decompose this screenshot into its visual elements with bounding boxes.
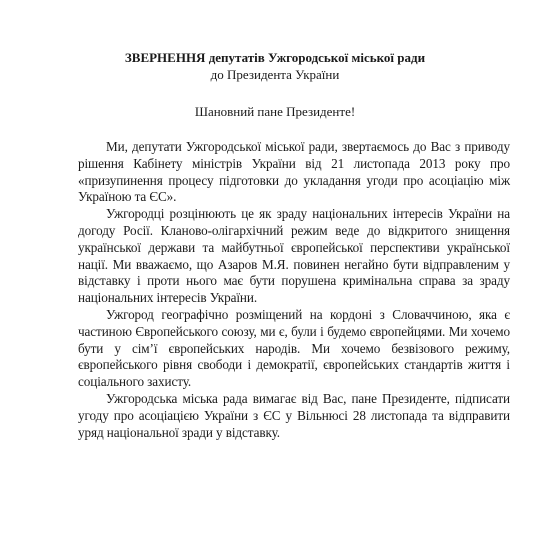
paragraph-4: Ужгородська міська рада вимагає від Вас, пане Президенте, підписати угоду про асоціацією України з ЄС у Вільнюсі 28 листопада та відправити уряд національної зради у відставку. xyxy=(78,390,510,440)
paragraph-2: Ужгородці розцінюють це як зраду національних інтересів України на догоду Росії. Кланово-олігархічний режим веде до відкритого знищення української держави та майбутньої європейської перспективи української нації. Ми вважаємо, що Азаров М.Я. повинен негайно бути відправленим у відставку і проти нього має бути порушена кримінальна справа за зраду національних інтересів України. xyxy=(78,206,510,306)
letter-body xyxy=(78,139,510,441)
paragraph-3: Ужгород географічно розміщений на кордоні з Словаччиною, яка є частиною Європейського союзу, ми є, були і будемо європейцями. Ми хочемо бути у сім’ї європейських народів. Ми хочемо безвізового режиму, європейського рівня свободи і демократії, європейських стандартів життя і соціального захисту. xyxy=(78,306,510,390)
document-title-text: ЗВЕРНЕННЯ депутатів Ужгородської міської ради xyxy=(124,50,426,65)
salutation: Шановний пане Президенте! xyxy=(194,104,356,119)
document-title xyxy=(0,50,550,66)
paragraph-1: Ми, депутати Ужгородської міської ради, звертаємось до Вас з приводу рішення Кабінету міністрів України від 21 листопада 2013 року про «призупинення процесу підготовки до укладання угоди про асоціацію між Україною та ЄС». xyxy=(78,139,510,205)
document-subtitle: до Президента України xyxy=(210,67,340,82)
